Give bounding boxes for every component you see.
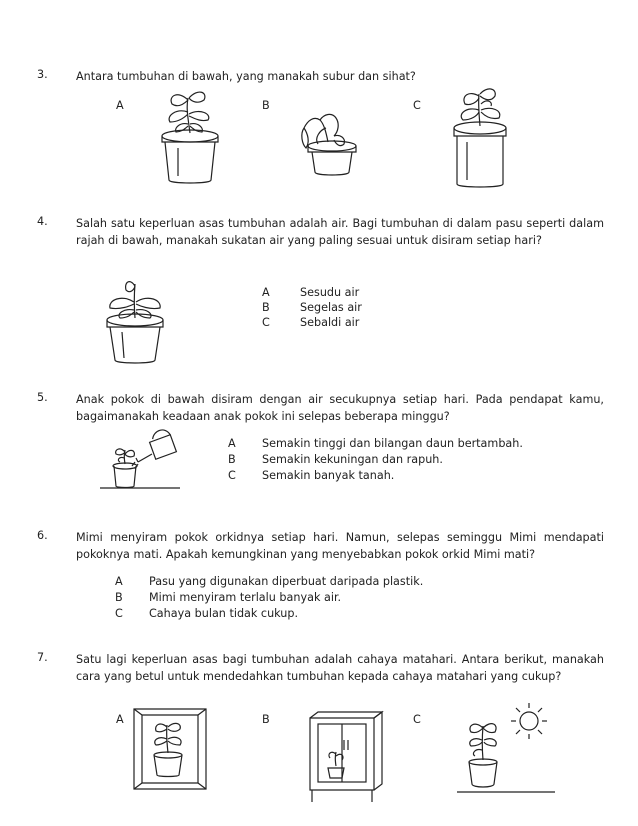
question-text: Salah satu keperluan asas tumbuhan adalah air. Bagi tumbuhan di dalam pasu seperti dalam rajah di bawah, manakah sukatan air yang paling sesuai untuk disiram setiap hari? <box>76 217 604 247</box>
question-number: 3. <box>37 68 48 81</box>
option-text: Segelas air <box>300 301 362 314</box>
plant-in-cabinet-illustration <box>300 710 390 806</box>
option-text: Sebaldi air <box>300 316 360 329</box>
question-number: 7. <box>37 651 48 664</box>
option-letter: B <box>228 453 236 466</box>
option-text: Pasu yang digunakan diperbuat daripada plastik. <box>149 575 424 588</box>
option-letter: B <box>115 591 123 604</box>
figure-label-c: C <box>413 99 421 112</box>
wilted-plant-pot-illustration <box>290 108 370 188</box>
question-number: 4. <box>37 215 48 228</box>
sun-icon <box>510 702 548 740</box>
option-letter: A <box>228 437 236 450</box>
figure-label-a: A <box>116 713 124 726</box>
option-letter: C <box>228 469 236 482</box>
option-text: Semakin banyak tanah. <box>262 469 395 482</box>
option-text: Semakin tinggi dan bilangan daun bertambah. <box>262 437 523 450</box>
question-text: Mimi menyiram pokok orkidnya setiap hari. Namun, selepas seminggu Mimi mendapati pokoknya mati. Apakah kemungkinan yang menyebabkan pokok orkid Mimi mati? <box>76 531 604 561</box>
potted-plant-illustration <box>100 278 170 368</box>
plant-in-glass-box-illustration <box>128 705 212 795</box>
option-text: Semakin kekuningan dan rapuh. <box>262 453 443 466</box>
question-text: Antara tumbuhan di bawah, yang manakah subur dan sihat? <box>76 70 416 83</box>
option-letter: B <box>262 301 270 314</box>
option-text: Mimi menyiram terlalu banyak air. <box>149 591 342 604</box>
question-number: 6. <box>37 529 48 542</box>
figure-label-c: C <box>413 713 421 726</box>
figure-label-b: B <box>262 99 270 112</box>
option-text: Cahaya bulan tidak cukup. <box>149 607 299 620</box>
option-letter: C <box>262 316 270 329</box>
question-number: 5. <box>37 391 48 404</box>
watering-seedling-illustration <box>98 432 188 494</box>
question-text: Anak pokok di bawah disiram dengan air secukupnya setiap hari. Pada pendapat kamu, bagaimanakah keadaan anak pokok ini selepas beberapa minggu? <box>76 393 604 423</box>
figure-label-b: B <box>262 713 270 726</box>
option-letter: A <box>262 286 270 299</box>
option-letter: C <box>115 607 123 620</box>
question-text: Satu lagi keperluan asas bagi tumbuhan adalah cahaya matahari. Antara berikut, manakah cara yang betul untuk mendedahkan tumbuhan kepada cahaya matahari yang cukup? <box>76 653 604 683</box>
option-text: Sesudu air <box>300 286 360 299</box>
figure-label-a: A <box>116 99 124 112</box>
option-letter: A <box>115 575 123 588</box>
plant-straight-pot-illustration <box>445 84 515 194</box>
healthy-plant-pot-illustration <box>150 88 230 188</box>
